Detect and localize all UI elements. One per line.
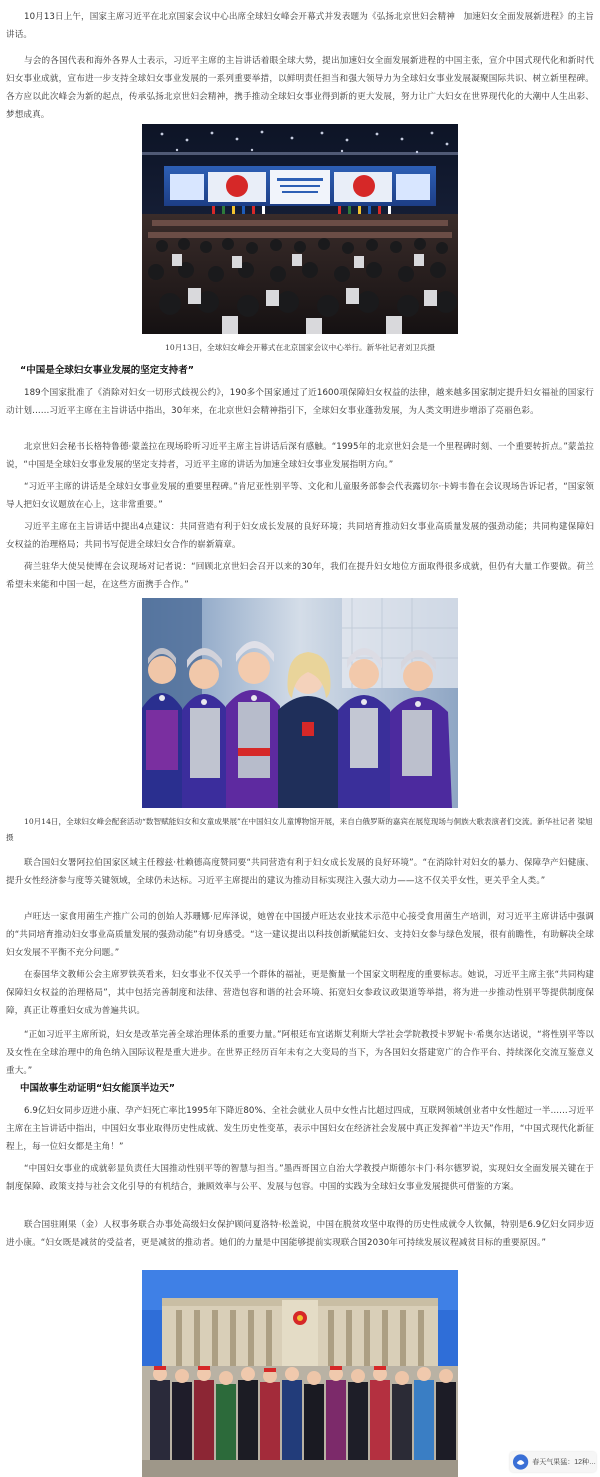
paragraph: 联合国妇女署阿拉伯国家区域主任穆兹·杜赖德高度赞同要“共同营造有利于妇女成长发展的良好环境”。“在消除针对妇女的暴力、保障孕产妇健康、提升女性经济参与度等关键领域，全球仍未达标。习近平主席提出的建议为推动目标实现注入强大动力——这不仅关乎女性，更关乎全人类。” — [6, 858, 594, 886]
great-hall-group-image — [142, 1270, 458, 1477]
photo-caption: 10月14日，全球妇女峰会配套活动“数智赋能妇女和女童成果展”在中国妇女儿童博物馆开展，来自白俄罗斯的嘉宾在展览现场与侗族大歌表演者们交流。新华社记者 梁旭 摄 — [6, 817, 593, 842]
paragraph: “正如习近平主席所说，妇女是改革完善全球治理体系的重要力量。”阿根廷布宜诺斯艾利斯大学社会学院教授卡罗妮卡·希奥尔达诺说，“将性别平等以及女性在全球治理中的角色纳入国际议程是重大进步。在世界正经历百年未有之大变局的当下，为各国妇女搭建宽广的合作平台、持续深化交流互鉴意义重大。” — [6, 1030, 594, 1076]
paragraph: 荷兰驻华大使吴使博在会议现场对记者说：“回顾北京世妇会召开以来的30年，我们在提升妇女地位方面取得很多成就，但仍有大量工作要做。荷兰希望未来能和中国一起，在这些方面携手合作。” — [6, 562, 594, 590]
great-hall-group-photo — [142, 1270, 458, 1477]
paragraph: 与会的各国代表和海外各界人士表示，习近平主席的主旨讲话着眼全球大势，提出加速妇女全面发展新进程的中国主张，宣介中国式现代化和新时代妇女事业成就，宣布进一步支持全球妇女事业发展的一系列重要举措，以鲜明责任担当和强大领导力为全球妇女事业发展凝聚国际共识、树立新里程碑。各方应以此次峰会为新的起点，传承弘扬北京世妇会精神，携手推动全球妇女事业得到新的更大发展，努力让广大妇女在世界现代化的大潮中人生出彩、梦想成真。 — [6, 56, 594, 120]
watermark-badge — [510, 1452, 596, 1472]
paragraph: 北京世妇会秘书长格特鲁德·蒙盖拉在现场聆听习近平主席主旨讲话后深有感触。“1995年的北京世妇会是一个里程碑时刻、一个重要转折点。”蒙盖拉说，“中国是全球妇女事业发展的坚定支持者，习近平主席的讲话为加速全球妇女事业发展指明方向。” — [6, 442, 594, 470]
paragraph: “中国妇女事业的成就彰显负责任大国推动性别平等的智慧与担当。”墨西哥国立自治大学教授卢斯德尔卡门·科尔德罗说，实现妇女全面发展关键在于制度保障、政策支持与社会文化引导的有机结合，兼顾效率与公平、发展与包容。中国的实践为全球妇女事业发展提供可借鉴的方案。 — [6, 1164, 594, 1192]
section-heading: 中国故事生动证明“妇女能顶半边天” — [20, 1083, 175, 1094]
app-logo-icon — [512, 1453, 529, 1471]
section-heading: “中国是全球妇女事业发展的坚定支持者” — [20, 365, 194, 376]
paragraph: “习近平主席的讲话是全球妇女事业发展的重要里程碑。”肯尼亚性别平等、文化和儿童服务部参会代表露切尔·卡姆韦鲁在会议现场告诉记者，“国家领导人把妇女议题放在心上，这非常重要。” — [6, 482, 594, 510]
paragraph: 卢旺达一家食用菌生产推广公司的创始人苏珊娜·尼库泽说，她曾在中国援卢旺达农业技术示范中心接受食用菌生产培训，对习近平主席讲话中强调的“共同培育推动妇女事业高质量发展的强劲动能”有切身感受。“这一建议提出以科技创新赋能妇女、支持妇女参与绿色发展，很有前瞻性，有助解决全球妇女发展不平衡不充分问题。” — [6, 912, 594, 958]
delegates-with-singers-photo — [142, 598, 458, 808]
conference-hall-photo — [142, 124, 458, 334]
paragraph: 在泰国华文教师公会主席罗铁英看来，妇女事业不仅关乎一个群体的福祉，更是衡量一个国家文明程度的重要标志。她说，习近平主席主张“共同构建保障妇女权益的治理格局”，其中包括完善制度和法律、营造包容和谐的社会环境、拓宽妇女参政议政渠道等举措，将为进一步推动性别平等提供制度保障，真正让尊重妇女成为普遍共识。 — [6, 970, 594, 1016]
watermark-text: 春天气果猛：12种… — [532, 1459, 596, 1466]
photo-caption: 10月13日，全球妇女峰会开幕式在北京国家会议中心举行。新华社记者刘卫兵摄 — [165, 343, 435, 352]
conference-hall-image — [142, 124, 458, 334]
paragraph: 6.9亿妇女同步迈进小康、孕产妇死亡率比1995年下降近80%、全社会就业人员中女性占比超过四成，互联网领域创业者中女性超过一半……习近平主席在主旨讲话中指出，中国妇女事业取得历史性成就、发生历史性变革，表示中国妇女在经济社会发展中真正发挥着“半边天”作用，“中国式现代化新征程上，每一位妇女都是主角！” — [6, 1106, 594, 1152]
paragraph: 10月13日上午，国家主席习近平在北京国家会议中心出席全球妇女峰会开幕式并发表题为《弘扬北京世妇会精神 加速妇女全面发展新进程》的主旨讲话。 — [6, 12, 594, 40]
delegates-with-singers-image — [142, 598, 458, 808]
paragraph: 习近平主席在主旨讲话中提出4点建议：共同营造有利于妇女成长发展的良好环境；共同培育推动妇女事业高质量发展的强劲动能；共同构建保障妇女权益的治理格局；共同书写促进全球妇女合作的崭新篇章。 — [6, 522, 594, 550]
paragraph: 189个国家批准了《消除对妇女一切形式歧视公约》，190多个国家通过了近1600项保障妇女权益的法律，越来越多国家制定提升妇女福祉的国家行动计划……习近平主席在主旨讲话中指出，30年来，在北京世妇会精神指引下，全球妇女事业蓬勃发展，为人类文明进步增添了亮丽色彩。 — [6, 388, 594, 416]
paragraph: 联合国驻刚果（金）人权事务联合办事处高级妇女保护顾问夏洛特·松盖说，中国在脱贫攻坚中取得的历史性成就令人钦佩，特别是6.9亿妇女同步迈进小康。“妇女既是减贫的受益者，更是减贫的推动者。她们的力量是中国能够提前实现联合国2030年可持续发展议程减贫目标的重要原因。” — [6, 1220, 594, 1248]
